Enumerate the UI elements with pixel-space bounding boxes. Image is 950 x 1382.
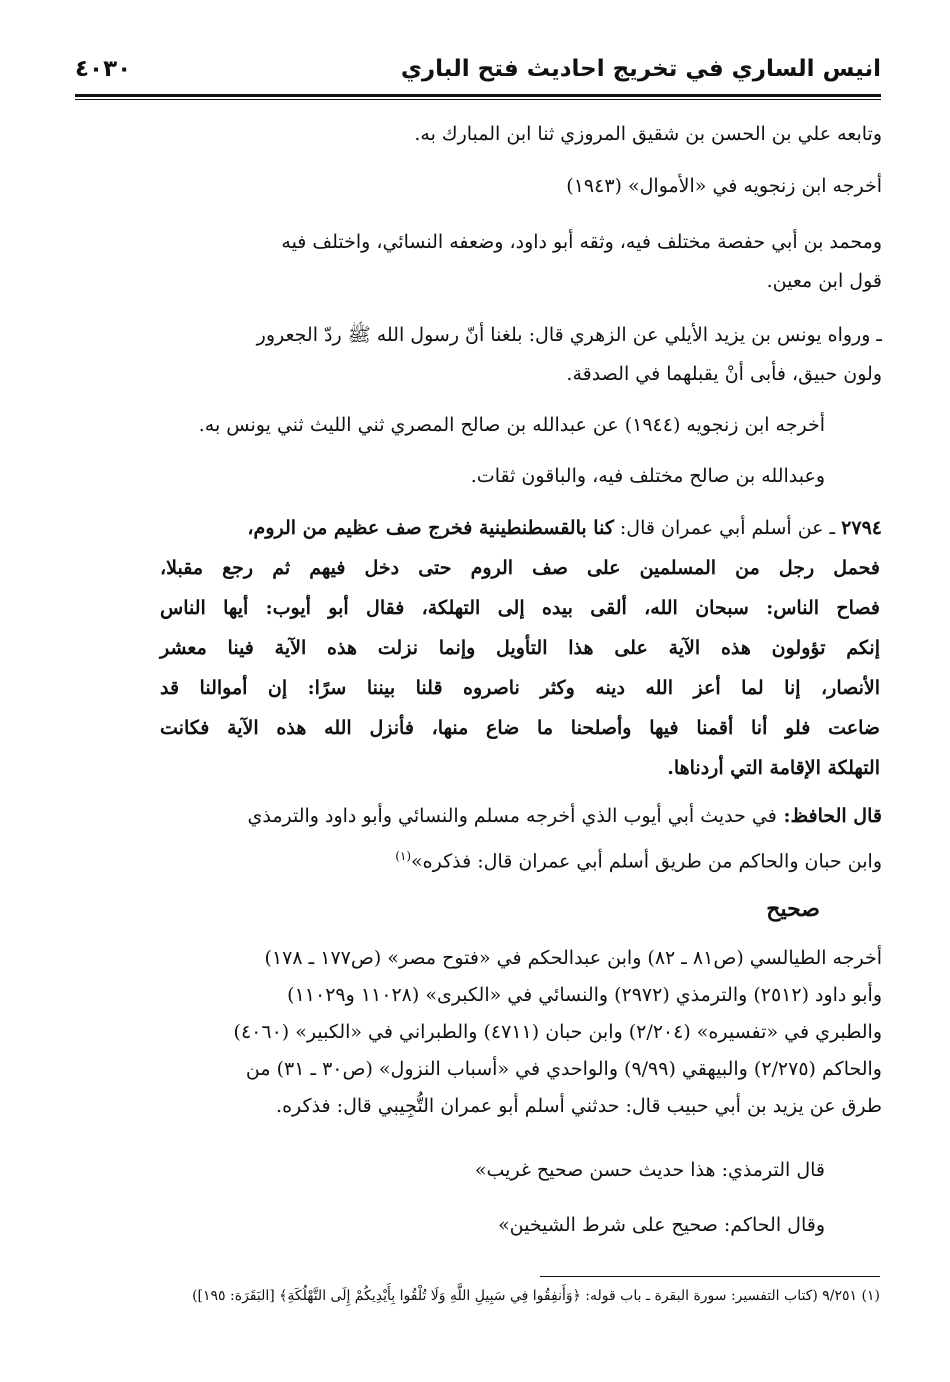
hadith-line-6: ضاعت فلو أنا أقمنا فيها وأصلحنا ما ضاع منها، فأنزل الله هذه الآية فكانت (160, 717, 880, 739)
takhrij-line-3: والطبري في «تفسيره» (٢/٢٠٤) وابن حبان (٤٧١١) والطبراني في «الكبير» (٤٠٦٠) (233, 1021, 882, 1043)
section-heading-sahih: صحيح (766, 896, 820, 922)
takhrij-line-2: وأبو داود (٢٥١٢) والترمذي (٢٩٧٢) والنسائي في «الكبرى» (١١٠٢٨ و١١٠٢٩) (287, 984, 882, 1006)
hafiz-text-2: وابن حبان والحاكم من طريق أسلم أبي عمران قال: فذكره» (411, 850, 882, 873)
hadith-number: ٢٧٩٤ (841, 517, 882, 539)
page-header (75, 50, 881, 88)
header-rule-thin (75, 99, 881, 100)
takhrij-line-1: أخرجه الطيالسي (ص٨١ ـ ٨٢) وابن عبدالحكم في «فتوح مصر» (ص١٧٧ ـ ١٧٨) (264, 947, 882, 969)
hadith-line-4: إنكم تؤولون هذه الآية على هذا التأويل وإنما نزلت هذه الآية فينا معشر (160, 637, 880, 659)
hadith-text-1: كنا بالقسطنطينية فخرج صف عظيم من الروم، (247, 517, 614, 539)
hakim-quote: وقال الحاكم: صحيح على شرط الشيخين» (498, 1214, 825, 1236)
footnote-marker: (١) (395, 849, 412, 863)
hadith-line-1 (76, 508, 882, 548)
hadith-line-7: التهلكة الإقامة التي أردناها. (667, 757, 880, 779)
paragraph-6: وعبدالله بن صالح مختلف فيه، والباقون ثقات. (470, 465, 825, 487)
paragraph-4-line-2: ولون حبيق، فأبى أنْ يقبلهما في الصدقة. (566, 363, 882, 385)
takhrij-line-5: طرق عن يزيد بن أبي حبيب قال: حدثني أسلم أبو عمران التُّجِيبي قال: فذكره. (276, 1095, 882, 1117)
paragraph-3-line-1: ومحمد بن أبي حفصة مختلف فيه، وثقه أبو داود، وضعفه النسائي، واختلف فيه (281, 231, 882, 253)
hadith-intro: ـ عن أسلم أبي عمران قال: (613, 517, 836, 539)
hafiz-text-1: في حديث أبي أيوب الذي أخرجه مسلم والنسائي وأبو داود والترمذي (247, 805, 777, 827)
hafiz-line-2 (76, 836, 882, 881)
paragraph-5: أخرجه ابن زنجويه (١٩٤٤) عن عبدالله بن صالح المصري ثني الليث ثني يونس به. (198, 414, 825, 436)
tirmidhi-quote: قال الترمذي: هذا حديث حسن صحيح غريب» (474, 1159, 825, 1181)
paragraph-4-line-1: ـ ورواه يونس بن يزيد الأيلي عن الزهري قال: بلغنا أنّ رسول الله ﷺ ردّ الجعرور (256, 324, 882, 346)
book-title: انيس الساري في تخريج احاديث فتح الباري (400, 56, 881, 82)
hadith-line-3: فصاح الناس: سبحان الله، ألقى بيده إلى التهلكة، فقال أبو أيوب: أيها الناس (160, 597, 880, 619)
hadith-line-5: الأنصار، إنا لما أعز الله دينه وكثر ناصروه قلنا بيننا سرًا: إن أموالنا قد (160, 677, 880, 699)
hafiz-line-1 (76, 796, 882, 836)
hafiz-label: قال الحافظ: (776, 805, 882, 827)
paragraph-2: أخرجه ابن زنجويه في «الأموال» (١٩٤٣) (566, 175, 882, 197)
header-rule (75, 94, 881, 97)
paragraph-3-line-2: قول ابن معين. (766, 270, 882, 292)
paragraph-1: وتابعه علي بن الحسن بن شقيق المروزي ثنا ابن المبارك به. (414, 123, 882, 145)
footnote: (١) ٩/٢٥١ (كتاب التفسير: سورة البقرة ـ باب قوله: ﴿وَأَنفِقُوا فِي سَبِيلِ اللَّهِ وَلَا تُلْقُوا بِأَيْدِيكُمْ إِلَى التَّهْلُكَةِ﴾ [البَقَرَة: ١٩٥]) (192, 1288, 880, 1304)
page-number: ٤٠٣٠ (75, 56, 132, 82)
footnote-rule (540, 1276, 880, 1277)
hadith-line-2: فحمل رجل من المسلمين على صف الروم حتى دخل فيهم ثم رجع مقبلا، (160, 557, 880, 579)
takhrij-line-4: والحاكم (٢/٢٧٥) والبيهقي (٩/٩٩) والواحدي في «أسباب النزول» (ص٣٠ ـ ٣١) من (245, 1058, 882, 1080)
